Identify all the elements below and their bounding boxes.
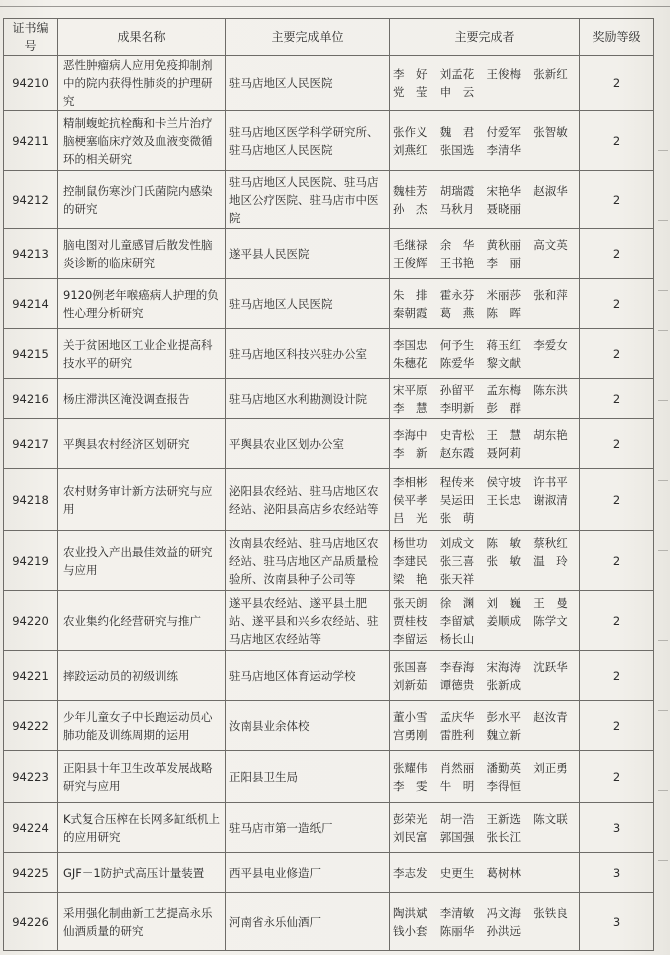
person-name: 李春海 (439, 659, 475, 674)
person-name: 吴运田 (439, 492, 475, 507)
person-name: 刘燕红 (393, 142, 428, 157)
margin-mark (658, 480, 668, 481)
person-name: 申 云 (439, 85, 475, 99)
margin-mark (658, 640, 668, 641)
person-name: 蔡秋红 (533, 535, 568, 550)
person-name: 李国忠 (393, 337, 428, 352)
margin-mark (658, 860, 668, 861)
person-name: 黄秋丽 (486, 237, 521, 252)
margin-mark (658, 790, 668, 791)
people-list (393, 426, 576, 462)
person-name: 刘成文 (439, 535, 475, 550)
table-row (4, 229, 654, 279)
cert-number-cell: 94219 (4, 531, 58, 591)
table-row (4, 329, 654, 379)
table-row (4, 279, 654, 329)
person-name: 李留斌 (439, 613, 475, 628)
person-name: 陈 敏 (486, 535, 521, 550)
cert-number-cell: 94225 (4, 853, 58, 893)
result-name-cell: 农村财务审计新方法研究与应用 (58, 469, 226, 531)
main-people-cell (390, 651, 580, 701)
table-row (4, 419, 654, 469)
person-name: 李海中 (393, 427, 428, 442)
people-list (393, 473, 576, 527)
person-name: 蒋玉红 (486, 337, 521, 352)
person-name: 李 丽 (486, 255, 521, 270)
main-people-cell (390, 531, 580, 591)
main-people-cell (390, 853, 580, 893)
person-name: 赵淑华 (533, 183, 568, 198)
people-list (393, 708, 576, 744)
margin-mark (658, 330, 668, 331)
award-level-cell: 2 (580, 651, 654, 701)
person-name: 彭水平 (486, 709, 521, 724)
result-name-cell: 平舆县农村经济区划研究 (58, 419, 226, 469)
award-level-cell: 2 (580, 279, 654, 329)
person-name: 董小雪 (393, 709, 428, 724)
main-unit-cell: 河南省永乐仙酒厂 (226, 893, 390, 951)
person-name: 赵汝青 (533, 709, 568, 724)
cert-number-cell: 94216 (4, 379, 58, 419)
margin-mark (658, 400, 668, 401)
person-name: 王俊辉 (393, 255, 428, 270)
person-name: 刘 巍 (486, 595, 521, 610)
person-name: 胡东艳 (533, 427, 568, 442)
person-name: 李清敏 (439, 905, 475, 920)
cert-number-cell: 94226 (4, 893, 58, 951)
person-name: 高文英 (533, 237, 568, 252)
person-name: 陈丽华 (439, 923, 475, 938)
person-name: 陈学文 (533, 613, 568, 628)
main-people-cell (390, 229, 580, 279)
people-list (393, 759, 576, 795)
award-level-cell: 2 (580, 591, 654, 651)
table-row (4, 751, 654, 803)
person-name: 姜顺成 (486, 613, 521, 628)
person-name: 李明新 (439, 400, 475, 415)
award-level-cell: 2 (580, 701, 654, 751)
main-people-cell (390, 419, 580, 469)
main-people-cell (390, 469, 580, 531)
person-name: 陈 晖 (486, 305, 521, 320)
person-name: 王 曼 (533, 595, 568, 610)
header-main-unit: 主要完成单位 (226, 19, 390, 56)
award-level-cell: 2 (580, 419, 654, 469)
table-row (4, 379, 654, 419)
person-name: 宋海涛 (486, 659, 521, 674)
person-name: 孟庆华 (439, 709, 475, 724)
person-name: 付爱军 (486, 124, 521, 139)
person-name: 刘正勇 (533, 760, 568, 775)
person-name: 张 敏 (486, 553, 521, 568)
person-name: 党 莹 (393, 85, 428, 99)
person-name: 李 好 (393, 67, 428, 81)
result-name-cell: 正阳县十年卫生改革发展战略研究与应用 (58, 751, 226, 803)
award-level-cell: 2 (580, 111, 654, 171)
table-body (4, 56, 654, 951)
people-list (393, 286, 576, 322)
person-name: 张耀伟 (393, 760, 428, 775)
person-name: 吕 光 (393, 510, 428, 525)
person-name: 聂阿莉 (486, 445, 521, 460)
people-list (393, 904, 576, 940)
people-list (393, 65, 576, 101)
person-name: 张天朗 (393, 595, 428, 610)
person-name: 李留运 (393, 631, 428, 646)
main-unit-cell: 驻马店地区体育运动学校 (226, 651, 390, 701)
main-unit-cell: 驻马店市第一造纸厂 (226, 803, 390, 853)
person-name: 李清华 (486, 142, 521, 157)
cert-number-cell: 94210 (4, 56, 58, 111)
cert-number-cell: 94223 (4, 751, 58, 803)
awards-table (3, 18, 654, 951)
person-name: 雷胜利 (439, 727, 475, 742)
result-name-cell: 少年儿童女子中长跑运动员心肺功能及训练周期的运用 (58, 701, 226, 751)
main-unit-cell: 正阳县卫生局 (226, 751, 390, 803)
margin-mark (658, 150, 668, 151)
main-unit-cell: 驻马店地区科技兴驻办公室 (226, 329, 390, 379)
cert-number-cell: 94217 (4, 419, 58, 469)
person-name: 温 玲 (533, 553, 568, 568)
table-row (4, 56, 654, 111)
person-name: 侯守坡 (486, 474, 521, 489)
main-people-cell (390, 56, 580, 111)
person-name: 贾桂枝 (393, 613, 428, 628)
person-name: 魏立新 (486, 727, 521, 742)
result-name-cell: GJF－1防护式高压计量装置 (58, 853, 226, 893)
person-name: 王长忠 (486, 492, 521, 507)
person-name: 赵东霞 (439, 445, 475, 460)
person-name: 胡一浩 (439, 811, 475, 826)
person-name: 李 慧 (393, 400, 428, 415)
person-name: 谭德贵 (439, 677, 475, 692)
person-name: 王新选 (486, 811, 521, 826)
person-name: 张长江 (486, 829, 521, 844)
person-name: 李得恒 (486, 778, 521, 793)
person-name: 张三喜 (439, 553, 475, 568)
person-name: 沈跃华 (533, 659, 568, 674)
main-unit-cell: 驻马店地区水利勘测设计院 (226, 379, 390, 419)
margin-mark (658, 290, 668, 291)
person-name: 朱穗花 (393, 355, 428, 370)
person-name: 许书平 (533, 474, 568, 489)
person-name: 陈爱华 (439, 355, 475, 370)
people-list (393, 864, 576, 882)
person-name: 刘民富 (393, 829, 428, 844)
person-name: 张作义 (393, 124, 428, 139)
main-people-cell (390, 111, 580, 171)
person-name: 刘孟花 (439, 67, 475, 81)
person-name: 钱小套 (393, 923, 428, 938)
award-level-cell: 3 (580, 893, 654, 951)
person-name: 张 萌 (439, 510, 475, 525)
main-unit-cell: 遂平县农经站、遂平县土肥站、遂平县和兴乡农经站、驻马店地区农经站等 (226, 591, 390, 651)
main-people-cell (390, 171, 580, 229)
person-name: 霍永芬 (439, 287, 475, 302)
person-name: 张铁良 (533, 905, 568, 920)
person-name: 李 雯 (393, 778, 428, 793)
person-name: 陈文联 (533, 811, 568, 826)
cert-number-cell: 94224 (4, 803, 58, 853)
result-name-cell: 关于贫困地区工业企业提高科技水平的研究 (58, 329, 226, 379)
main-unit-cell: 驻马店地区人民医院 (226, 279, 390, 329)
main-people-cell (390, 701, 580, 751)
person-name: 肖然丽 (439, 760, 475, 775)
person-name: 米丽莎 (486, 287, 521, 302)
margin-mark (658, 710, 668, 711)
result-name-cell: 9120例老年喉癌病人护理的负性心理分析研究 (58, 279, 226, 329)
person-name: 马秋月 (439, 201, 475, 216)
award-level-cell: 2 (580, 379, 654, 419)
table-row (4, 469, 654, 531)
result-name-cell: 农业集约化经营研究与推广 (58, 591, 226, 651)
person-name: 彭 群 (486, 400, 521, 415)
person-name: 葛 燕 (439, 305, 475, 320)
header-award-level: 奖励等级 (580, 19, 654, 56)
person-name: 宋艳华 (486, 183, 521, 198)
main-unit-cell: 驻马店地区人民医院、驻马店地区公疗医院、驻马店市中医院 (226, 171, 390, 229)
main-unit-cell: 西平县电业修造厂 (226, 853, 390, 893)
table-row (4, 591, 654, 651)
result-name-cell: 精制蝮蛇抗栓酶和卡兰片治疗脑梗塞临床疗效及血液变微循环的相关研究 (58, 111, 226, 171)
person-name: 郭国强 (439, 829, 475, 844)
people-list (393, 236, 576, 272)
person-name: 谢淑清 (533, 492, 568, 507)
people-list (393, 810, 576, 846)
cert-number-cell: 94221 (4, 651, 58, 701)
header-cert-no: 证书编号 (4, 19, 58, 56)
result-name-cell: 采用强化制曲新工艺提高永乐仙酒质量的研究 (58, 893, 226, 951)
margin-mark (658, 550, 668, 551)
person-name: 史青松 (439, 427, 475, 442)
table-row (4, 171, 654, 229)
person-name: 冯文海 (486, 905, 521, 920)
people-list (393, 658, 576, 694)
table-row (4, 893, 654, 951)
award-level-cell: 2 (580, 751, 654, 803)
person-name: 陈东洪 (533, 382, 568, 397)
cert-number-cell: 94214 (4, 279, 58, 329)
person-name: 宋平原 (393, 382, 428, 397)
main-people-cell (390, 279, 580, 329)
person-name: 程传来 (439, 474, 475, 489)
person-name: 余 华 (439, 237, 475, 252)
people-list (393, 336, 576, 372)
person-name: 张新成 (486, 677, 521, 692)
people-list (393, 534, 576, 588)
main-people-cell (390, 379, 580, 419)
header-result-name: 成果名称 (58, 19, 226, 56)
award-level-cell: 3 (580, 803, 654, 853)
person-name: 侯平孝 (393, 492, 428, 507)
main-unit-cell: 汝南县农经站、驻马店地区农经站、驻马店地区产品质量检验所、汝南县种子公司等 (226, 531, 390, 591)
main-people-cell (390, 803, 580, 853)
main-people-cell (390, 751, 580, 803)
award-level-cell: 2 (580, 531, 654, 591)
person-name: 梁 艳 (393, 571, 428, 586)
award-level-cell: 2 (580, 469, 654, 531)
result-name-cell: 农业投入产出最佳效益的研究与应用 (58, 531, 226, 591)
person-name: 张和萍 (533, 287, 568, 302)
main-unit-cell: 平舆县农业区划办公室 (226, 419, 390, 469)
person-name: 黎文献 (486, 355, 521, 370)
page-margin-marks (656, 30, 670, 930)
cert-number-cell: 94218 (4, 469, 58, 531)
result-name-cell: 脑电图对儿童感冒后散发性脑炎诊断的临床研究 (58, 229, 226, 279)
margin-mark (658, 220, 668, 221)
result-name-cell: 杨庄滞洪区淹没调查报告 (58, 379, 226, 419)
award-level-cell: 2 (580, 56, 654, 111)
cert-number-cell: 94215 (4, 329, 58, 379)
person-name: 胡瑞霞 (439, 183, 475, 198)
person-name: 孙洪远 (486, 923, 521, 938)
person-name: 葛树林 (486, 865, 521, 880)
award-level-cell: 2 (580, 229, 654, 279)
person-name: 毛继禄 (393, 237, 428, 252)
people-list (393, 381, 576, 417)
award-level-cell: 2 (580, 329, 654, 379)
person-name: 李爱女 (533, 337, 568, 352)
main-people-cell (390, 329, 580, 379)
people-list (393, 123, 576, 159)
person-name: 王俊梅 (486, 67, 521, 81)
person-name: 张智敏 (533, 124, 568, 139)
table-row (4, 853, 654, 893)
cert-number-cell: 94220 (4, 591, 58, 651)
person-name: 李建民 (393, 553, 428, 568)
person-name: 孟东梅 (486, 382, 521, 397)
person-name: 徐 渊 (439, 595, 475, 610)
header-main-people: 主要完成者 (390, 19, 580, 56)
award-level-cell: 3 (580, 853, 654, 893)
person-name: 宫勇刚 (393, 727, 428, 742)
main-people-cell (390, 591, 580, 651)
person-name: 彭荣光 (393, 811, 428, 826)
cert-number-cell: 94222 (4, 701, 58, 751)
people-list (393, 182, 576, 218)
person-name: 王 慧 (486, 427, 521, 442)
person-name: 何予生 (439, 337, 475, 352)
people-list (393, 594, 576, 648)
person-name: 刘新茹 (393, 677, 428, 692)
person-name: 朱 排 (393, 287, 428, 302)
person-name: 李 新 (393, 445, 428, 460)
person-name: 魏 君 (439, 124, 475, 139)
table-header-row (4, 19, 654, 56)
person-name: 孙 杰 (393, 201, 428, 216)
main-unit-cell: 遂平县人民医院 (226, 229, 390, 279)
person-name: 杨世功 (393, 535, 428, 550)
table-row (4, 531, 654, 591)
person-name: 秦朝霞 (393, 305, 428, 320)
person-name: 史更生 (439, 865, 475, 880)
person-name: 潘勤英 (486, 760, 521, 775)
table-row (4, 701, 654, 751)
main-unit-cell: 驻马店地区人民医院 (226, 56, 390, 111)
person-name: 李志发 (393, 865, 428, 880)
result-name-cell: 摔跤运动员的初级训练 (58, 651, 226, 701)
main-unit-cell: 泌阳县农经站、驻马店地区农经站、泌阳县高店乡农经站等 (226, 469, 390, 531)
person-name: 牛 明 (439, 778, 475, 793)
result-name-cell: 控制鼠伤寒沙门氏菌院内感染的研究 (58, 171, 226, 229)
table-row (4, 111, 654, 171)
person-name: 孙留平 (439, 382, 475, 397)
result-name-cell: 恶性肿瘤病人应用免疫抑制剂中的院内获得性肺炎的护理研究 (58, 56, 226, 111)
person-name: 陶洪斌 (393, 905, 428, 920)
person-name: 聂晓丽 (486, 201, 521, 216)
main-unit-cell: 驻马店地区医学科学研究所、驻马店地区人民医院 (226, 111, 390, 171)
person-name: 魏桂芳 (393, 183, 428, 198)
person-name: 王书艳 (439, 255, 475, 270)
person-name: 张新红 (533, 67, 568, 81)
person-name: 李相彬 (393, 474, 428, 489)
table-row (4, 803, 654, 853)
person-name: 张国喜 (393, 659, 428, 674)
table-row (4, 651, 654, 701)
person-name: 张国选 (439, 142, 475, 157)
main-unit-cell: 汝南县业余体校 (226, 701, 390, 751)
top-rule (0, 6, 670, 7)
result-name-cell: K式复合压榨在长网多缸纸机上的应用研究 (58, 803, 226, 853)
cert-number-cell: 94213 (4, 229, 58, 279)
cert-number-cell: 94212 (4, 171, 58, 229)
award-level-cell: 2 (580, 171, 654, 229)
person-name: 张天祥 (439, 571, 475, 586)
main-people-cell (390, 893, 580, 951)
person-name: 杨长山 (439, 631, 475, 646)
cert-number-cell: 94211 (4, 111, 58, 171)
